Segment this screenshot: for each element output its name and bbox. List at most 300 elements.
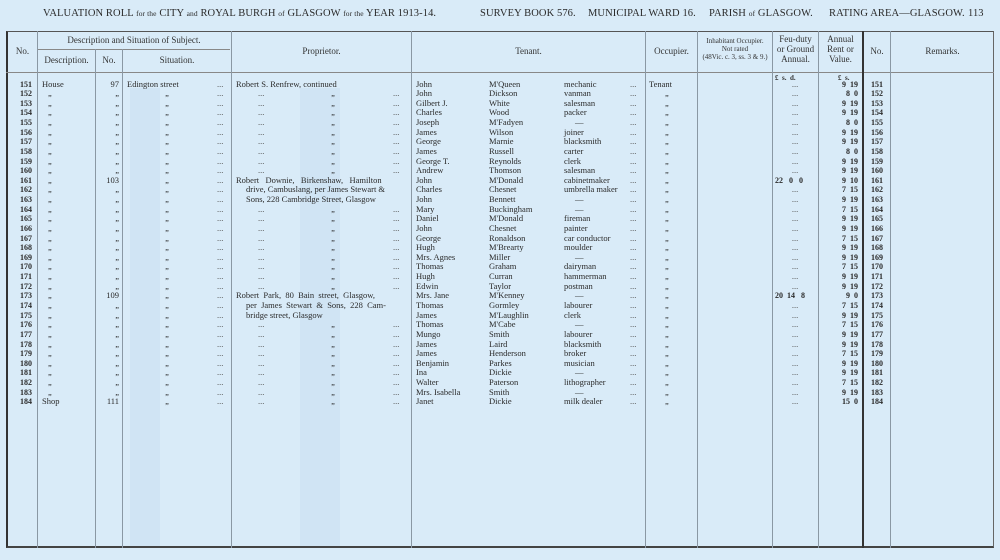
- feu-duty: ...: [791, 165, 799, 176]
- house-number: „: [115, 328, 119, 339]
- tenant-surname: Reynolds: [489, 155, 522, 166]
- feu-duty: ...: [791, 136, 799, 147]
- description: „: [48, 348, 52, 359]
- situation-dots: ...: [217, 88, 224, 99]
- annual-rent: 7 15: [842, 233, 858, 243]
- proprietor-dots: ...: [258, 232, 265, 243]
- header-tenant: Tenant.: [515, 46, 542, 56]
- occupier: „: [665, 357, 669, 368]
- tenant-first-name: James: [416, 126, 437, 137]
- occupier: „: [665, 97, 669, 108]
- title-part: YEAR 1913-14.: [366, 8, 437, 19]
- annual-rent: 9 19: [842, 79, 858, 89]
- house-number: „: [115, 367, 119, 378]
- row-number-right: 166: [871, 223, 883, 233]
- occupier: „: [665, 290, 669, 301]
- annual-rent: 9 0: [846, 291, 858, 301]
- tenant-surname: Miller: [489, 251, 511, 262]
- parish-of: of: [748, 9, 756, 18]
- row-number-right: 154: [871, 108, 883, 118]
- tenant-dots: ...: [630, 280, 637, 291]
- situation: Edington street: [127, 78, 179, 89]
- tenant-first-name: Ina: [416, 367, 427, 378]
- proprietor-dots: ...: [258, 271, 265, 282]
- proprietor-end-dots: ...: [393, 155, 400, 166]
- tenant-occupation: labourer: [564, 328, 593, 339]
- tenant-surname: Thomson: [489, 165, 522, 176]
- occupier: „: [665, 126, 669, 137]
- proprietor-ditto: „: [331, 338, 335, 349]
- tenant-occupation: clerk: [564, 155, 581, 166]
- description: „: [48, 299, 52, 310]
- house-number: „: [115, 280, 119, 291]
- situation-dots: ...: [217, 203, 224, 214]
- proprietor-dots: ...: [258, 377, 265, 388]
- annual-rent: 8 0: [846, 118, 858, 128]
- description: „: [48, 145, 52, 156]
- tenant-dots: ...: [630, 184, 637, 195]
- proprietor-dots: ...: [258, 348, 265, 359]
- tenant-surname: M'Donald: [489, 213, 524, 224]
- header-inhabitant: [698, 37, 772, 61]
- tenant-dots: ...: [630, 126, 637, 137]
- annual-rent: 9 19: [842, 281, 858, 291]
- tenant-dots: ...: [630, 155, 637, 166]
- proprietor-ditto: „: [331, 203, 335, 214]
- tenant-surname: M'Laughlin: [489, 309, 529, 320]
- tenant-dots: ...: [630, 357, 637, 368]
- house-number: „: [115, 377, 119, 388]
- feu-duty: ...: [791, 107, 799, 118]
- tenant-first-name: Mrs. Isabella: [416, 386, 461, 397]
- occupier: „: [665, 242, 669, 253]
- tenant-first-name: George: [416, 232, 441, 243]
- occupier: „: [665, 213, 669, 224]
- tenant-occupation: labourer: [564, 299, 593, 310]
- description: „: [48, 242, 52, 253]
- header-house-no: No.: [102, 55, 116, 65]
- situation-dots: ...: [217, 107, 224, 118]
- tenant-occupation: painter: [564, 222, 588, 233]
- tenant-surname: Parkes: [489, 357, 512, 368]
- row-number: 163: [20, 195, 32, 205]
- occupier: „: [665, 377, 669, 388]
- proprietor-ditto: „: [331, 126, 335, 137]
- tenant-occupation: —: [575, 251, 584, 262]
- tenant-dots: ...: [630, 377, 637, 388]
- tenant-first-name: James: [416, 145, 437, 156]
- row-number-right: 182: [871, 378, 883, 388]
- occupier: „: [665, 88, 669, 99]
- rating-area: RATING AREA—GLASGOW.: [829, 8, 965, 19]
- row-number: 178: [20, 339, 32, 349]
- tenant-dots: ...: [630, 232, 637, 243]
- house-number: „: [115, 348, 119, 359]
- description: „: [48, 117, 52, 128]
- occupier: „: [665, 396, 669, 407]
- feu-duty: ...: [791, 396, 799, 407]
- proprietor-dots: ...: [258, 261, 265, 272]
- row-number: 174: [20, 300, 32, 310]
- header-feu-line: Annual.: [781, 54, 810, 64]
- tenant-surname: Wilson: [489, 126, 514, 137]
- row-number-right: 170: [871, 262, 883, 272]
- tenant-first-name: Hugh: [416, 271, 435, 282]
- house-number: „: [115, 126, 119, 137]
- tenant-occupation: —: [575, 367, 584, 378]
- annual-rent: 15 0: [842, 397, 858, 407]
- tenant-first-name: Thomas: [416, 299, 444, 310]
- tenant-occupation: carter: [564, 145, 584, 156]
- proprietor-end-dots: ...: [393, 136, 400, 147]
- tenant-dots: ...: [630, 396, 637, 407]
- occupier: „: [665, 280, 669, 291]
- description: „: [48, 338, 52, 349]
- feu-duty: ...: [791, 338, 799, 349]
- header-annual-rent: [819, 34, 862, 64]
- title-part: of: [278, 9, 285, 18]
- parish-label: PARISH: [709, 8, 746, 19]
- tenant-first-name: Joseph: [416, 117, 440, 128]
- row-number: 153: [20, 98, 32, 108]
- row-number-right: 164: [871, 204, 883, 214]
- occupier: „: [665, 299, 669, 310]
- proprietor-ditto: „: [331, 367, 335, 378]
- proprietor: per James Stewart & Sons, 228 Cam-: [246, 299, 386, 310]
- tenant-occupation: musician: [564, 357, 595, 368]
- description: „: [48, 261, 52, 272]
- proprietor-ditto: „: [331, 145, 335, 156]
- tenant-dots: ...: [630, 88, 637, 99]
- annual-rent: 9 19: [842, 137, 858, 147]
- row-number: 175: [20, 310, 32, 320]
- occupier: Tenant: [649, 78, 673, 89]
- feu-duty: ...: [791, 251, 799, 262]
- situation-dots: ...: [217, 396, 224, 407]
- proprietor-ditto: „: [331, 396, 335, 407]
- situation-dots: ...: [217, 145, 224, 156]
- tenant-first-name: Walter: [416, 377, 439, 388]
- header-no: No.: [15, 46, 30, 56]
- annual-rent: 9 10: [842, 175, 858, 185]
- annual-rent: 7 15: [842, 349, 858, 359]
- annual-rent: 9 19: [842, 243, 858, 253]
- row-number: 166: [20, 223, 32, 233]
- row-number-right: 175: [871, 310, 883, 320]
- tenant-first-name: James: [416, 338, 437, 349]
- occupier: „: [665, 309, 669, 320]
- header-rent-line: Annual: [827, 34, 854, 44]
- situation: „: [165, 88, 169, 99]
- house-number: „: [115, 117, 119, 128]
- annual-rent: 9 19: [842, 272, 858, 282]
- proprietor-dots: ...: [258, 319, 265, 330]
- description: „: [48, 126, 52, 137]
- row-number: 164: [20, 204, 32, 214]
- description: „: [48, 280, 52, 291]
- situation: „: [165, 97, 169, 108]
- proprietor-ditto: „: [331, 271, 335, 282]
- house-number: „: [115, 213, 119, 224]
- tenant-dots: ...: [630, 251, 637, 262]
- tenant-first-name: John: [416, 78, 433, 89]
- tenant-occupation: —: [575, 290, 584, 301]
- feu-duty: ...: [791, 367, 799, 378]
- table-row: [0, 397, 1000, 407]
- title-part: CITY: [159, 8, 184, 19]
- row-number-right: 167: [871, 233, 883, 243]
- description: „: [48, 222, 52, 233]
- proprietor-dots: ...: [258, 367, 265, 378]
- house-number: „: [115, 136, 119, 147]
- proprietor: Robert Park, 80 Bain street, Glasgow,: [236, 290, 375, 301]
- feu-duty: ...: [791, 117, 799, 128]
- row-number-right: 158: [871, 146, 883, 156]
- row-number-right: 169: [871, 252, 883, 262]
- header-description-group: Description and Situation of Subject.: [67, 35, 201, 45]
- feu-units: £ s. d.: [775, 74, 796, 82]
- tenant-first-name: Mrs. Agnes: [416, 251, 456, 262]
- proprietor-ditto: „: [331, 222, 335, 233]
- tenant-dots: ...: [630, 290, 637, 301]
- tenant-occupation: vanman: [564, 88, 591, 99]
- row-number: 172: [20, 281, 32, 291]
- annual-rent: 7 15: [842, 204, 858, 214]
- description: „: [48, 309, 52, 320]
- feu-duty: ...: [791, 299, 799, 310]
- header-inhabitant-line: Inhabitant Occupier.: [706, 37, 764, 45]
- proprietor-ditto: „: [331, 213, 335, 224]
- tenant-surname: Laird: [489, 338, 508, 349]
- situation: „: [165, 261, 169, 272]
- row-number-right: 165: [871, 214, 883, 224]
- occupier: „: [665, 367, 669, 378]
- feu-duty: ...: [791, 97, 799, 108]
- proprietor-ditto: „: [331, 251, 335, 262]
- tenant-surname: Paterson: [489, 377, 519, 388]
- proprietor-end-dots: ...: [393, 97, 400, 108]
- tenant-occupation: —: [575, 386, 584, 397]
- tenant-first-name: John: [416, 174, 433, 185]
- proprietor-ditto: „: [331, 348, 335, 359]
- tenant-first-name: Gilbert J.: [416, 97, 448, 108]
- occupier: „: [665, 338, 669, 349]
- annual-rent: 7 15: [842, 378, 858, 388]
- proprietor-dots: ...: [258, 213, 265, 224]
- house-number: „: [115, 97, 119, 108]
- header-inhabitant-line: Not rated: [721, 45, 749, 53]
- proprietor-ditto: „: [331, 319, 335, 330]
- feu-duty: ...: [791, 88, 799, 99]
- situation: „: [165, 367, 169, 378]
- feu-duty: ...: [791, 213, 799, 224]
- proprietor-ditto: „: [331, 165, 335, 176]
- proprietor-end-dots: ...: [393, 271, 400, 282]
- annual-rent: 8 0: [846, 89, 858, 99]
- tenant-occupation: lithographer: [564, 377, 606, 388]
- tenant-occupation: blacksmith: [564, 136, 602, 147]
- row-number-right: 155: [871, 118, 883, 128]
- tenant-occupation: blacksmith: [564, 338, 602, 349]
- occupier: „: [665, 328, 669, 339]
- situation-dots: ...: [217, 261, 224, 272]
- survey-book: SURVEY BOOK 576.: [480, 8, 576, 19]
- row-number-right: 168: [871, 243, 883, 253]
- description: „: [48, 319, 52, 330]
- description: „: [48, 203, 52, 214]
- tenant-occupation: hammerman: [564, 271, 607, 282]
- tenant-surname: Gormley: [489, 299, 520, 310]
- description: „: [48, 155, 52, 166]
- tenant-dots: ...: [630, 271, 637, 282]
- proprietor-dots: ...: [258, 97, 265, 108]
- tenant-first-name: Charles: [416, 107, 442, 118]
- tenant-occupation: packer: [564, 107, 587, 118]
- row-number: 154: [20, 108, 32, 118]
- row-number-right: 173: [871, 291, 883, 301]
- row-number-right: 183: [871, 387, 883, 397]
- situation-dots: ...: [217, 174, 224, 185]
- feu-duty: ...: [791, 280, 799, 291]
- tenant-dots: ...: [630, 319, 637, 330]
- proprietor-end-dots: ...: [393, 242, 400, 253]
- header-occupier: Occupier.: [654, 46, 689, 56]
- situation: „: [165, 251, 169, 262]
- feu-duty: ...: [791, 78, 799, 89]
- rent-units: £ s.: [838, 74, 850, 82]
- row-number-right: 172: [871, 281, 883, 291]
- proprietor-ditto: „: [331, 328, 335, 339]
- description: „: [48, 107, 52, 118]
- tenant-occupation: broker: [564, 348, 587, 359]
- house-number: „: [115, 232, 119, 243]
- row-number: 167: [20, 233, 32, 243]
- annual-rent: 9 19: [842, 310, 858, 320]
- tenant-surname: Marnie: [489, 136, 514, 147]
- row-number: 176: [20, 320, 32, 330]
- description: „: [48, 165, 52, 176]
- annual-rent: 9 19: [842, 166, 858, 176]
- tenant-dots: ...: [630, 78, 637, 89]
- description: „: [48, 367, 52, 378]
- situation-dots: ...: [217, 290, 224, 301]
- row-number: 182: [20, 378, 32, 388]
- annual-rent: 9 19: [842, 195, 858, 205]
- tenant-dots: ...: [630, 299, 637, 310]
- tenant-dots: ...: [630, 309, 637, 320]
- tenant-surname: Chesnet: [489, 222, 517, 233]
- title-part: VALUATION ROLL: [43, 8, 134, 19]
- occupier: „: [665, 155, 669, 166]
- row-number-right: 174: [871, 300, 883, 310]
- proprietor-dots: ...: [258, 145, 265, 156]
- tenant-first-name: Hugh: [416, 242, 435, 253]
- tenant-occupation: mechanic: [564, 78, 597, 89]
- annual-rent: 9 19: [842, 339, 858, 349]
- row-number-right: 153: [871, 98, 883, 108]
- proprietor: Robert S. Renfrew, continued: [236, 78, 337, 89]
- situation: „: [165, 194, 169, 205]
- proprietor-dots: ...: [258, 165, 265, 176]
- house-number: „: [115, 271, 119, 282]
- situation-dots: ...: [217, 319, 224, 330]
- row-number: 152: [20, 89, 32, 99]
- situation-dots: ...: [217, 251, 224, 262]
- house-number: „: [115, 309, 119, 320]
- tenant-surname: Russell: [489, 145, 515, 156]
- tenant-surname: M'Kenney: [489, 290, 525, 301]
- proprietor-dots: ...: [258, 117, 265, 128]
- tenant-first-name: Mungo: [416, 328, 441, 339]
- annual-rent: 9 19: [842, 127, 858, 137]
- situation: „: [165, 117, 169, 128]
- house-number: 97: [110, 78, 119, 89]
- tenant-first-name: Mary: [416, 203, 435, 214]
- row-number-right: 162: [871, 185, 883, 195]
- title-part: for the: [343, 9, 364, 18]
- feu-duty: ...: [791, 222, 799, 233]
- row-number: 170: [20, 262, 32, 272]
- situation-dots: ...: [217, 213, 224, 224]
- tenant-occupation: postman: [564, 280, 593, 291]
- row-number-right: 179: [871, 349, 883, 359]
- annual-rent: 9 19: [842, 98, 858, 108]
- row-number-right: 159: [871, 156, 883, 166]
- annual-rent: 7 15: [842, 300, 858, 310]
- proprietor-end-dots: ...: [393, 251, 400, 262]
- situation: „: [165, 145, 169, 156]
- parish-name: GLASGOW.: [757, 8, 813, 19]
- occupier: „: [665, 232, 669, 243]
- title-part: GLASGOW: [287, 8, 341, 19]
- house-number: „: [115, 251, 119, 262]
- situation: „: [165, 174, 169, 185]
- proprietor-dots: ...: [258, 222, 265, 233]
- situation: „: [165, 299, 169, 310]
- tenant-dots: ...: [630, 117, 637, 128]
- proprietor-end-dots: ...: [393, 280, 400, 291]
- situation: „: [165, 348, 169, 359]
- tenant-dots: ...: [630, 328, 637, 339]
- situation: „: [165, 203, 169, 214]
- description: „: [48, 97, 52, 108]
- tenant-occupation: —: [575, 203, 584, 214]
- feu-duty: ...: [791, 328, 799, 339]
- tenant-first-name: John: [416, 88, 433, 99]
- feu-duty: ...: [791, 386, 799, 397]
- situation-dots: ...: [217, 155, 224, 166]
- annual-rent: 9 19: [842, 108, 858, 118]
- tenant-dots: ...: [630, 367, 637, 378]
- tenant-occupation: moulder: [564, 242, 593, 253]
- proprietor: Sons, 228 Cambridge Street, Glasgow: [246, 194, 376, 205]
- tenant-surname: Smith: [489, 328, 510, 339]
- situation: „: [165, 232, 169, 243]
- tenant-occupation: fireman: [564, 213, 591, 224]
- tenant-dots: ...: [630, 165, 637, 176]
- proprietor-ditto: „: [331, 242, 335, 253]
- tenant-dots: ...: [630, 97, 637, 108]
- tenant-surname: Bennett: [489, 194, 516, 205]
- situation-dots: ...: [217, 357, 224, 368]
- occupier: „: [665, 136, 669, 147]
- annual-rent: 7 15: [842, 262, 858, 272]
- tenant-surname: Dickie: [489, 396, 512, 407]
- tenant-surname: Taylor: [489, 280, 512, 291]
- feu-duty: ...: [791, 194, 799, 205]
- tenant-dots: ...: [630, 145, 637, 156]
- situation-dots: ...: [217, 271, 224, 282]
